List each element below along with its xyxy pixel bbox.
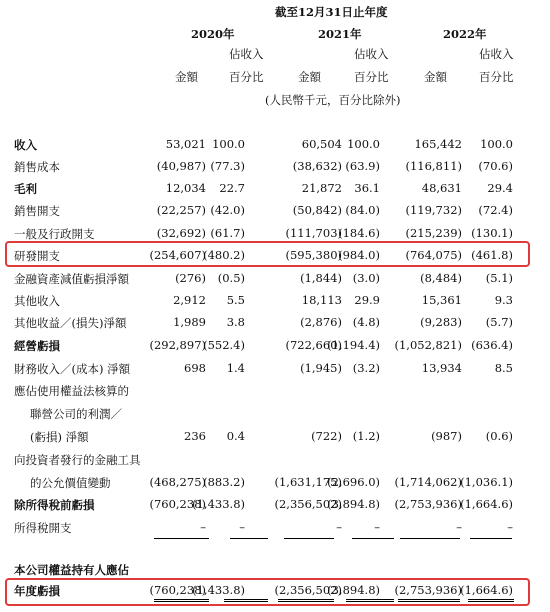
table-row — [0, 475, 550, 495]
row-label: (虧損) 淨額 — [30, 430, 89, 444]
cell: 165,442 — [414, 137, 462, 151]
double-rule — [278, 601, 334, 602]
table-row — [0, 137, 550, 157]
cell: 29.4 — [487, 181, 513, 195]
cell: (2,356,502) — [274, 583, 342, 597]
table-row — [0, 497, 550, 517]
cell: 100.0 — [347, 137, 380, 151]
row-label: 金融資產減值虧損淨額 — [14, 272, 129, 286]
cell: – — [239, 520, 245, 534]
year-2020: 2020年 — [191, 27, 235, 41]
cell: – — [374, 520, 380, 534]
cell: 5.5 — [226, 293, 245, 307]
pct-header-2021-line2: 百分比 — [354, 70, 389, 84]
cell: – — [456, 520, 462, 534]
cell: 12,034 — [165, 181, 206, 195]
cell: (1,945) — [300, 361, 342, 375]
cell: (116,811) — [405, 159, 462, 173]
cell: 1.4 — [226, 361, 245, 375]
cell: (254,607) — [149, 248, 206, 262]
rule — [230, 538, 268, 539]
rule — [400, 538, 460, 539]
cell: 698 — [184, 361, 206, 375]
cell: (61.7) — [210, 226, 245, 240]
cell: (760,238) — [149, 497, 206, 511]
year-2022: 2022年 — [443, 27, 487, 41]
cell: (883.2) — [203, 475, 245, 489]
cell: (2,753,936) — [394, 583, 462, 597]
amount-header-2021: 金額 — [298, 70, 321, 84]
cell: (636.4) — [471, 338, 513, 352]
cell: (22,257) — [156, 203, 206, 217]
cell: (119,732) — [405, 203, 462, 217]
rule — [154, 538, 209, 539]
unit-note: (人民幣千元，百分比除外) — [265, 93, 401, 107]
cell: (2,696.0) — [327, 475, 380, 489]
table-row — [0, 315, 550, 335]
year-2021: 2021年 — [318, 27, 362, 41]
highlight-rd-expense — [5, 241, 530, 267]
table-row — [0, 203, 550, 223]
cell: 100.0 — [212, 137, 245, 151]
table-row-annual-loss — [0, 583, 550, 603]
table-row — [0, 361, 550, 381]
table-row — [0, 429, 550, 449]
cell: (2,753,936) — [394, 497, 462, 511]
rule — [284, 538, 334, 539]
cell: (480.2) — [203, 248, 245, 262]
cell: – — [507, 520, 513, 534]
pct-header-2020-line2: 百分比 — [229, 70, 264, 84]
cell: (63.9) — [345, 159, 380, 173]
cell: (38,632) — [292, 159, 342, 173]
cell: (3.0) — [352, 271, 380, 285]
attributable-heading: 本公司權益持有人應佔 — [14, 563, 129, 577]
cell: – — [336, 520, 342, 534]
table-row — [0, 338, 550, 358]
cell: (5.7) — [485, 315, 513, 329]
cell: (1,036.1) — [460, 475, 513, 489]
double-rule — [154, 599, 209, 600]
row-label: 向投資者發行的金融工具 — [14, 453, 141, 467]
double-rule — [398, 599, 460, 600]
cell: 100.0 — [480, 137, 513, 151]
cell: (1,433.8) — [192, 583, 245, 597]
cell: 236 — [184, 429, 206, 443]
double-rule — [346, 599, 394, 600]
cell: (42.0) — [210, 203, 245, 217]
amount-header-2020: 金額 — [175, 70, 198, 84]
row-label: 的公允價值變動 — [30, 476, 111, 490]
cell: (1,052,821) — [394, 338, 462, 352]
cell: (77.3) — [210, 159, 245, 173]
cell: 36.1 — [354, 181, 380, 195]
cell: (3,894.8) — [327, 583, 380, 597]
table-row — [0, 452, 550, 472]
cell: 48,631 — [421, 181, 462, 195]
cell: (722,660) — [285, 338, 342, 352]
pct-header-2020-line1: 佔收入 — [229, 47, 264, 61]
pct-header-2022-line2: 百分比 — [479, 70, 514, 84]
cell: 18,113 — [301, 293, 342, 307]
row-label: 研發開支 — [14, 249, 60, 263]
cell: (130.1) — [471, 226, 513, 240]
cell: (1,194.4) — [327, 338, 380, 352]
row-label: 其他收益／(損失)淨額 — [14, 316, 127, 330]
pct-header-2021-line1: 佔收入 — [354, 47, 389, 61]
cell: (722) — [311, 429, 342, 443]
cell: (1.2) — [352, 429, 380, 443]
cell: 21,872 — [301, 181, 342, 195]
cell: (461.8) — [471, 248, 513, 262]
cell: 53,021 — [165, 137, 206, 151]
cell: 2,912 — [173, 293, 206, 307]
cell: (1,844) — [300, 271, 342, 285]
cell: (1,433.8) — [192, 497, 245, 511]
row-label: 毛利 — [14, 182, 37, 196]
row-label: 一般及行政開支 — [14, 227, 95, 241]
double-rule — [468, 599, 514, 600]
row-label: 所得稅開支 — [14, 521, 72, 535]
cell: (0.5) — [217, 271, 245, 285]
pct-header-2022-line1: 佔收入 — [479, 47, 514, 61]
cell: (987) — [431, 429, 462, 443]
cell: (9,283) — [420, 315, 462, 329]
row-label: 銷售開支 — [14, 204, 60, 218]
table-row — [0, 159, 550, 179]
table-row — [0, 520, 550, 540]
cell: (5.1) — [485, 271, 513, 285]
cell: 8.5 — [494, 361, 513, 375]
row-label: 其他收入 — [14, 294, 60, 308]
cell: (184.6) — [338, 226, 380, 240]
cell: (552.4) — [203, 338, 245, 352]
cell: 29.9 — [354, 293, 380, 307]
row-label: 收入 — [14, 138, 37, 152]
cell: 22.7 — [219, 181, 245, 195]
row-label: 銷售成本 — [14, 160, 60, 174]
cell: (984.0) — [338, 248, 380, 262]
cell: (764,075) — [405, 248, 462, 262]
row-label: 應佔使用權益法核算的 — [14, 384, 129, 398]
cell: (1,631,175) — [274, 475, 342, 489]
cell: 60,504 — [301, 137, 342, 151]
cell: (215,239) — [405, 226, 462, 240]
cell: (70.6) — [478, 159, 513, 173]
table-row — [0, 271, 550, 291]
row-label: 除所得稅前虧損 — [14, 498, 95, 512]
cell: (292,897) — [149, 338, 206, 352]
cell: 13,934 — [421, 361, 462, 375]
cell: (468,275) — [149, 475, 206, 489]
cell: 15,361 — [421, 293, 462, 307]
row-label: 年度虧損 — [14, 584, 60, 598]
row-label: 經營虧損 — [14, 339, 60, 353]
table-row — [0, 293, 550, 313]
cell: (0.6) — [485, 429, 513, 443]
double-rule — [224, 601, 268, 602]
rule — [352, 538, 394, 539]
cell: – — [200, 520, 206, 534]
cell: (50,842) — [292, 203, 342, 217]
cell: (1,664.6) — [460, 583, 513, 597]
table-row — [0, 181, 550, 201]
rule — [470, 538, 512, 539]
double-rule — [278, 599, 334, 600]
cell: (1,714,062) — [394, 475, 462, 489]
cell: (84.0) — [345, 203, 380, 217]
double-rule — [154, 601, 209, 602]
cell: (40,987) — [156, 159, 206, 173]
cell: (1,664.6) — [460, 497, 513, 511]
cell: 1,989 — [173, 315, 206, 329]
double-rule — [468, 601, 514, 602]
row-label: 財務收入／(成本) 淨額 — [14, 362, 131, 376]
double-rule — [346, 601, 394, 602]
double-rule — [224, 599, 268, 600]
cell: 3.8 — [226, 315, 245, 329]
amount-header-2022: 金額 — [424, 70, 447, 84]
cell: (276) — [175, 271, 206, 285]
cell: (111,703) — [285, 226, 342, 240]
cell: (4.8) — [352, 315, 380, 329]
period-title: 截至12月31日止年度 — [275, 5, 388, 19]
cell: (72.4) — [478, 203, 513, 217]
cell: 0.4 — [226, 429, 245, 443]
cell: (3.2) — [352, 361, 380, 375]
cell: (3,894.8) — [327, 497, 380, 511]
cell: 9.3 — [494, 293, 513, 307]
double-rule — [398, 601, 460, 602]
cell: (2,356,502) — [274, 497, 342, 511]
cell: (595,380) — [285, 248, 342, 262]
row-label: 聯營公司的利潤／ — [30, 407, 122, 421]
cell: (760,238) — [149, 583, 206, 597]
cell: (8,484) — [420, 271, 462, 285]
cell: (2,876) — [300, 315, 342, 329]
cell: (32,692) — [156, 226, 206, 240]
table-row — [0, 383, 550, 403]
table-row — [0, 406, 550, 426]
